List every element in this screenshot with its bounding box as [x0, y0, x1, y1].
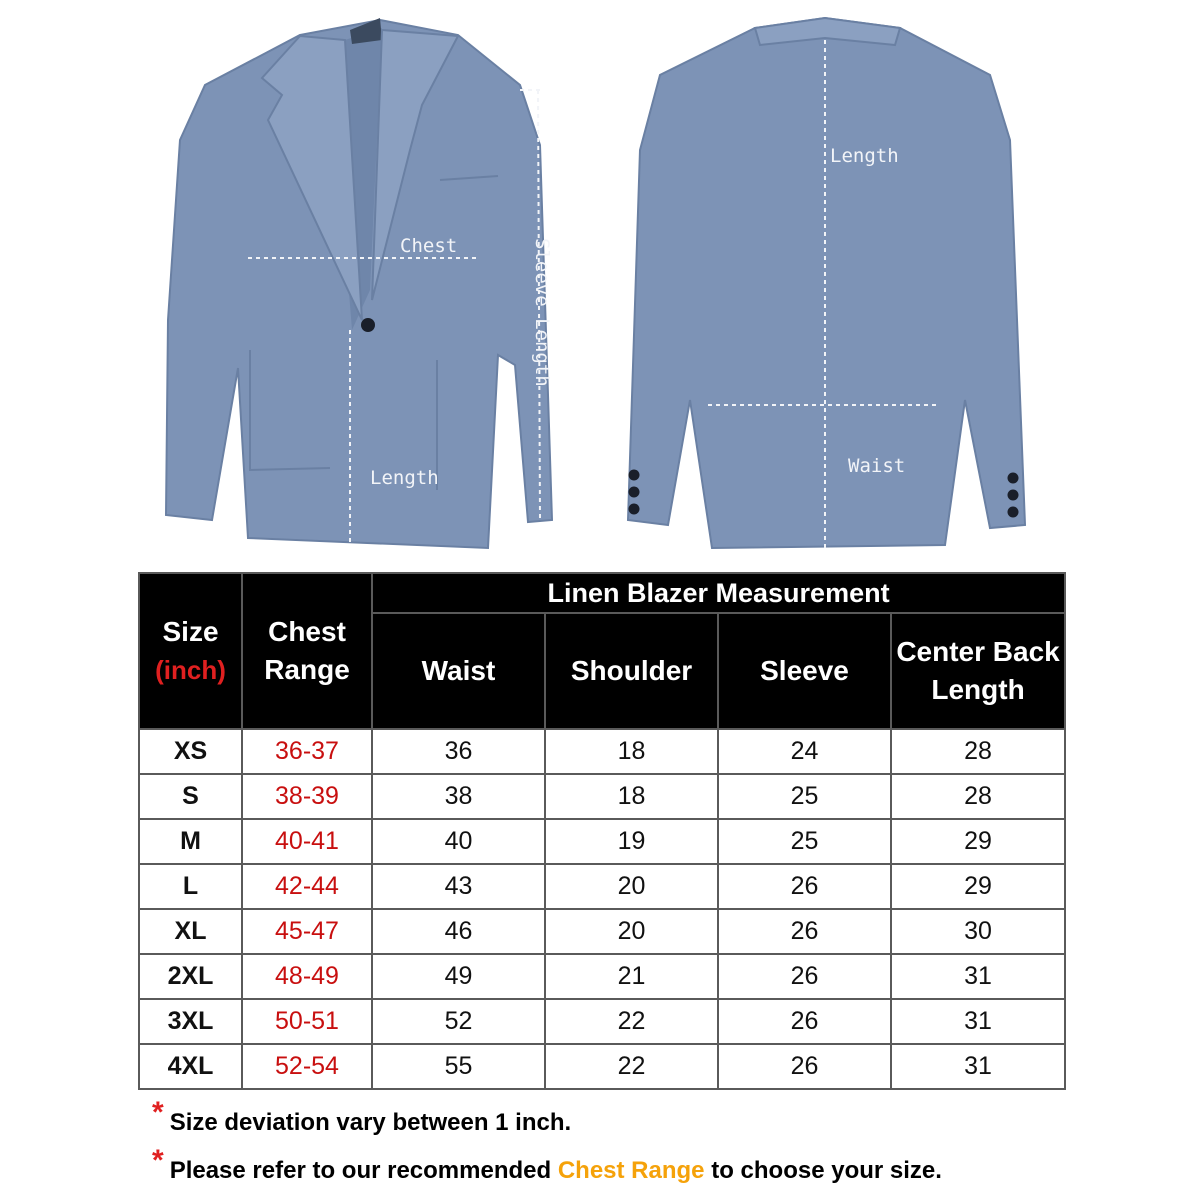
size-header — [139, 573, 242, 729]
length-cell: 29 — [891, 864, 1065, 909]
shoulder-header: Shoulder — [545, 613, 718, 729]
table-row — [139, 774, 1065, 819]
chest-cell: 38-39 — [242, 774, 372, 819]
note-chest-range — [152, 1144, 942, 1186]
waist-header: Waist — [372, 613, 545, 729]
chest-cell: 52-54 — [242, 1044, 372, 1089]
sleeve-cell: 26 — [718, 864, 891, 909]
shoulder-cell: 20 — [545, 909, 718, 954]
chest-cell: 42-44 — [242, 864, 372, 909]
shoulder-cell: 21 — [545, 954, 718, 999]
back-waist-label: Waist — [848, 455, 906, 477]
sleeve-cell: 26 — [718, 954, 891, 999]
table-row — [139, 909, 1065, 954]
table-row — [139, 729, 1065, 774]
front-length-label: Length — [370, 467, 439, 489]
length-cell: 28 — [891, 729, 1065, 774]
note2-highlight-text: Chest Range — [557, 1157, 705, 1184]
table-row — [139, 954, 1065, 999]
size-chart-table — [138, 572, 1066, 1090]
blazer-illustrations — [0, 0, 1200, 560]
sleeve-header: Sleeve — [718, 613, 891, 729]
shoulder-cell: 20 — [545, 864, 718, 909]
length-cell: 31 — [891, 954, 1065, 999]
length-cell: 28 — [891, 774, 1065, 819]
waist-cell: 38 — [372, 774, 545, 819]
table-row — [139, 999, 1065, 1044]
waist-cell: 49 — [372, 954, 545, 999]
note2-pre-text: Please refer to our recommended — [169, 1157, 552, 1184]
length-cell: 31 — [891, 999, 1065, 1044]
chest-cell: 40-41 — [242, 819, 372, 864]
blazer-figures — [0, 0, 1200, 560]
size-cell: 4XL — [139, 1044, 242, 1089]
size-cell: XS — [139, 729, 242, 774]
sleeve-cell: 25 — [718, 774, 891, 819]
front-sleeve-label: Sleeve Length — [531, 238, 553, 387]
size-header-label: Size — [162, 616, 219, 647]
table-row — [139, 864, 1065, 909]
sleeve-cell: 25 — [718, 819, 891, 864]
shoulder-cell: 22 — [545, 1044, 718, 1089]
size-unit-label: (inch) — [155, 655, 226, 685]
chest-cell: 48-49 — [242, 954, 372, 999]
size-cell: 3XL — [139, 999, 242, 1044]
size-cell: S — [139, 774, 242, 819]
sleeve-cell: 26 — [718, 999, 891, 1044]
note2-post-text: to choose your size. — [711, 1157, 942, 1184]
front-chest-label: Chest — [400, 235, 458, 257]
chest-range-header — [242, 573, 372, 729]
waist-cell: 43 — [372, 864, 545, 909]
waist-cell: 36 — [372, 729, 545, 774]
sleeve-cell: 26 — [718, 909, 891, 954]
size-cell: M — [139, 819, 242, 864]
size-cell: L — [139, 864, 242, 909]
table-row — [139, 1044, 1065, 1089]
chest-cell: 36-37 — [242, 729, 372, 774]
note-deviation — [152, 1096, 942, 1138]
shoulder-cell: 19 — [545, 819, 718, 864]
center-back-length-header — [891, 613, 1065, 729]
size-notes — [152, 1096, 942, 1200]
shoulder-cell: 22 — [545, 999, 718, 1044]
cbl-header-line1: Center Back — [896, 636, 1060, 667]
shoulder-cell: 18 — [545, 774, 718, 819]
length-cell: 31 — [891, 1044, 1065, 1089]
chest-cell: 45-47 — [242, 909, 372, 954]
asterisk-icon: * — [152, 1096, 164, 1129]
table-title: Linen Blazer Measurement — [372, 573, 1065, 613]
chest-header-line1: Chest — [268, 616, 346, 647]
chest-cell: 50-51 — [242, 999, 372, 1044]
waist-cell: 52 — [372, 999, 545, 1044]
table-row — [139, 819, 1065, 864]
back-blazer-image — [628, 18, 1025, 548]
size-rows — [139, 729, 1065, 1089]
size-cell: XL — [139, 909, 242, 954]
sleeve-cell: 26 — [718, 1044, 891, 1089]
waist-cell: 40 — [372, 819, 545, 864]
length-cell: 30 — [891, 909, 1065, 954]
shoulder-cell: 18 — [545, 729, 718, 774]
front-blazer-image — [166, 18, 553, 548]
cbl-header-line2: Length — [931, 674, 1025, 705]
waist-cell: 46 — [372, 909, 545, 954]
length-cell: 29 — [891, 819, 1065, 864]
sleeve-cell: 24 — [718, 729, 891, 774]
note-deviation-text: Size deviation vary between 1 inch. — [169, 1109, 572, 1136]
back-length-label: Length — [830, 145, 899, 167]
chest-header-line2: Range — [264, 654, 350, 685]
asterisk-icon: * — [152, 1144, 164, 1177]
size-cell: 2XL — [139, 954, 242, 999]
waist-cell: 55 — [372, 1044, 545, 1089]
